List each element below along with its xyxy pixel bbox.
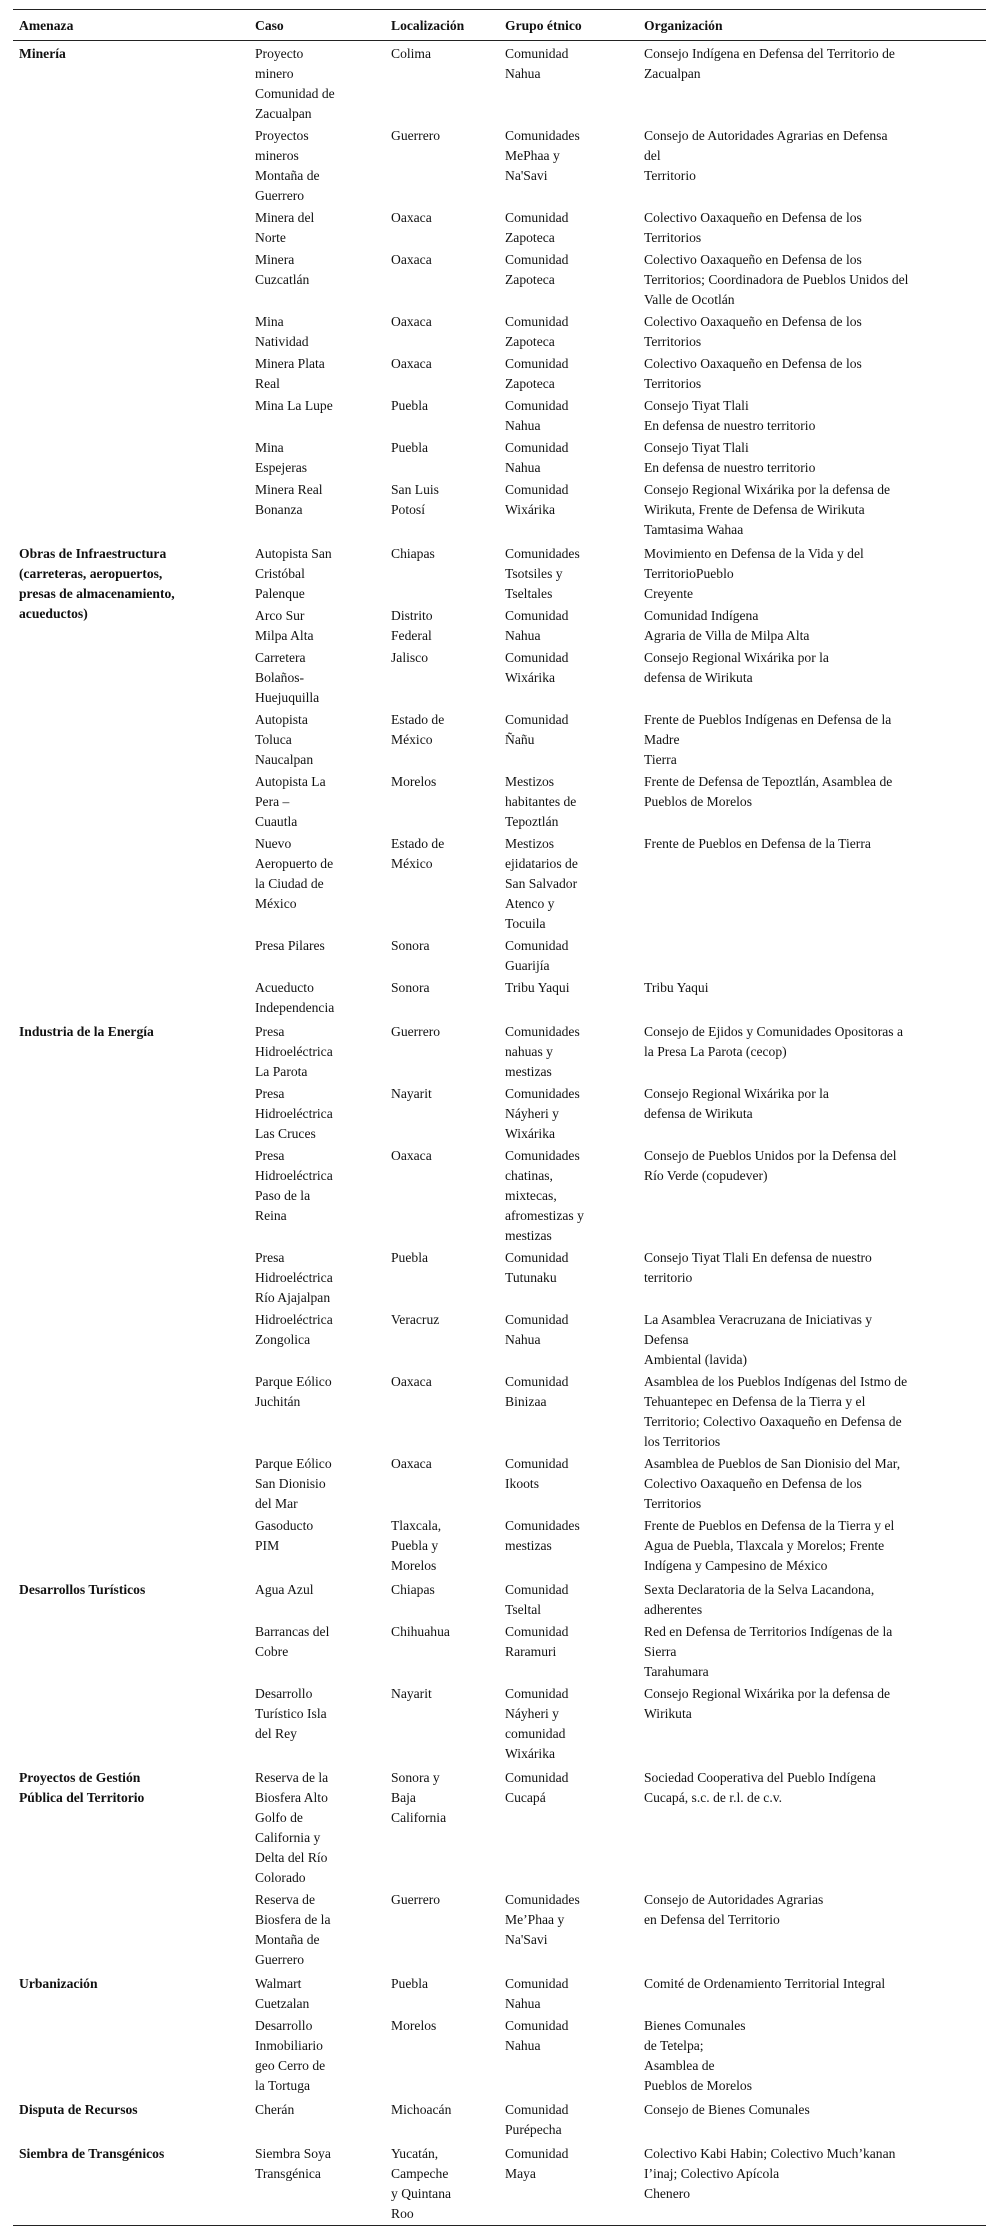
case-cell: Minera Plata Real: [255, 356, 325, 391]
organization-cell: Colectivo Oaxaqueño en Defensa de los Territorios: [644, 356, 862, 391]
table-body: [13, 41, 986, 2226]
case-cell: Presa Pilares: [255, 938, 325, 953]
location-cell: Guerrero: [391, 1024, 441, 1039]
case-cell: Minera Cuzcatlán: [255, 252, 310, 287]
location-cell: Colima: [391, 46, 432, 61]
case-cell: Proyecto minero Comunidad de Zacualpan: [255, 46, 335, 121]
organization-cell: Consejo Regional Wixárika por la defensa de Wirikuta, Frente de Defensa de Wirikuta Tamtasima Wahaa: [644, 482, 891, 537]
ethnic-group-cell: Comunidad Zapoteca: [505, 314, 569, 349]
table-row: [13, 1765, 986, 1889]
case-cell: Proyectos mineros Montaña de Guerrero: [255, 128, 320, 203]
table-row: [13, 1019, 986, 1083]
threat-cell: Siembra de Transgénicos: [19, 2146, 165, 2161]
ethnic-group-cell: Comunidad Nahua: [505, 1312, 569, 1347]
location-cell: Puebla: [391, 398, 428, 413]
location-cell: Oaxaca: [391, 252, 432, 267]
case-cell: Mina La Lupe: [255, 398, 333, 413]
case-cell: Cherán: [255, 2102, 295, 2117]
location-cell: Oaxaca: [391, 314, 432, 329]
organization-cell: Consejo de Autoridades Agrarias en Defensa del Territorio: [644, 128, 888, 183]
location-cell: Jalisco: [391, 650, 428, 665]
ethnic-group-cell: Comunidad Maya: [505, 2146, 569, 2181]
location-cell: Nayarit: [391, 1686, 432, 1701]
location-cell: Puebla: [391, 1976, 428, 1991]
location-cell: Oaxaca: [391, 1374, 432, 1389]
location-cell: Puebla: [391, 440, 428, 455]
case-cell: Reserva de Biosfera de la Montaña de Guerrero: [255, 1892, 331, 1967]
case-cell: Reserva de la Biosfera Alto Golfo de California y Delta del Río Colorado: [255, 1770, 329, 1885]
case-cell: Minera del Norte: [255, 210, 315, 245]
organization-cell: Sexta Declaratoria de la Selva Lacandona, adherentes: [644, 1582, 875, 1617]
ethnic-group-cell: Comunidad Nahua: [505, 1976, 569, 2011]
organization-cell: Frente de Defensa de Tepoztlán, Asamblea de Pueblos de Morelos: [644, 774, 893, 809]
case-cell: Autopista La Pera – Cuautla: [255, 774, 326, 829]
case-cell: Desarrollo Inmobiliario geo Cerro de la Tortuga: [255, 2018, 326, 2093]
case-cell: Autopista Toluca Naucalpan: [255, 712, 314, 767]
location-cell: Oaxaca: [391, 356, 432, 371]
header-localizacion: Localización: [385, 10, 499, 41]
location-cell: Morelos: [391, 2018, 437, 2033]
location-cell: Sonora: [391, 938, 430, 953]
location-cell: San Luis Potosí: [391, 482, 439, 517]
threat-cell: Industria de la Energía: [19, 1024, 154, 1039]
case-cell: Presa Hidroeléctrica Río Ajajalpan: [255, 1250, 333, 1305]
header-amenaza: Amenaza: [13, 10, 249, 41]
ethnic-group-cell: Comunidades nahuas y mestizas: [505, 1024, 580, 1079]
ethnic-group-cell: Comunidad Guarijía: [505, 938, 569, 973]
threats-table-container: [13, 9, 986, 2226]
ethnic-group-cell: Comunidad Raramuri: [505, 1624, 569, 1659]
organization-cell: Asamblea de los Pueblos Indígenas del Istmo de Tehuantepec en Defensa de la Tierra y el Territorio; Colectivo Oaxaqueño en Defensa de los Territorios: [644, 1374, 908, 1449]
case-cell: Siembra Soya Transgénica: [255, 2146, 331, 2181]
header-caso: Caso: [249, 10, 385, 41]
ethnic-group-cell: Comunidad Tseltal: [505, 1582, 569, 1617]
threat-cell: Minería: [19, 46, 66, 61]
threat-cell: Disputa de Recursos: [19, 2102, 138, 2117]
organization-cell: Colectivo Oaxaqueño en Defensa de los Territorios; Coordinadora de Pueblos Unidos del Valle de Ocotlán: [644, 252, 909, 307]
threat-cell: Urbanización: [19, 1976, 98, 1991]
location-cell: Yucatán, Campeche y Quintana Roo: [391, 2146, 452, 2221]
location-cell: Estado de México: [391, 836, 445, 871]
location-cell: Nayarit: [391, 1086, 432, 1101]
ethnic-group-cell: Comunidades chatinas, mixtecas, afromestizas y mestizas: [505, 1148, 584, 1243]
organization-cell: Comité de Ordenamiento Territorial Integral: [644, 1976, 886, 1991]
ethnic-group-cell: Comunidad Cucapá: [505, 1770, 569, 1805]
organization-cell: Sociedad Cooperativa del Pueblo Indígena Cucapá, s.c. de r.l. de c.v.: [644, 1770, 876, 1805]
organization-cell: Movimiento en Defensa de la Vida y del TerritorioPueblo Creyente: [644, 546, 864, 601]
table-header-row: [13, 10, 986, 41]
table-row: [13, 1971, 986, 2015]
case-cell: Parque Eólico Juchitán: [255, 1374, 332, 1409]
case-cell: Presa Hidroeléctrica Paso de la Reina: [255, 1148, 333, 1223]
organization-cell: Consejo Regional Wixárika por la defensa de Wirikuta: [644, 1686, 891, 1721]
location-cell: Distrito Federal: [391, 608, 433, 643]
ethnic-group-cell: Comunidad Zapoteca: [505, 210, 569, 245]
ethnic-group-cell: Comunidades MePhaa y Na'Savi: [505, 128, 580, 183]
table-row: [13, 2141, 986, 2225]
location-cell: Oaxaca: [391, 1456, 432, 1471]
ethnic-group-cell: Comunidad Nahua: [505, 440, 569, 475]
ethnic-group-cell: Comunidad Náyheri y comunidad Wixárika: [505, 1686, 569, 1761]
ethnic-group-cell: Mestizos habitantes de Tepoztlán: [505, 774, 577, 829]
ethnic-group-cell: Comunidad Zapoteca: [505, 252, 569, 287]
organization-cell: Bienes Comunales de Tetelpa; Asamblea de Pueblos de Morelos: [644, 2018, 752, 2093]
organization-cell: Consejo Tiyat Tlali En defensa de nuestro territorio: [644, 440, 816, 475]
location-cell: Puebla: [391, 1250, 428, 1265]
ethnic-group-cell: Comunidad Ñañu: [505, 712, 569, 747]
organization-cell: Consejo Regional Wixárika por la defensa de Wirikuta: [644, 650, 829, 685]
ethnic-group-cell: Comunidades Náyheri y Wixárika: [505, 1086, 580, 1141]
table-row: [13, 2097, 986, 2141]
table-row: [13, 541, 986, 605]
case-cell: Presa Hidroeléctrica Las Cruces: [255, 1086, 333, 1141]
organization-cell: Frente de Pueblos en Defensa de la Tierra y el Agua de Puebla, Tlaxcala y Morelos; Frente Indígena y Campesino de México: [644, 1518, 895, 1573]
organization-cell: Consejo de Autoridades Agrarias en Defensa del Territorio: [644, 1892, 824, 1927]
case-cell: Mina Espejeras: [255, 440, 308, 475]
case-cell: Agua Azul: [255, 1582, 314, 1597]
ethnic-group-cell: Comunidad Ikoots: [505, 1456, 569, 1491]
case-cell: Barrancas del Cobre: [255, 1624, 330, 1659]
threat-cell: Obras de Infraestructura (carreteras, aeropuertos, presas de almacenamiento, acueductos): [19, 546, 175, 621]
location-cell: Sonora: [391, 980, 430, 995]
ethnic-group-cell: Comunidad Wixárika: [505, 482, 569, 517]
organization-cell: La Asamblea Veracruzana de Iniciativas y Defensa Ambiental (lavida): [644, 1312, 873, 1367]
location-cell: Oaxaca: [391, 210, 432, 225]
organization-cell: Colectivo Kabi Habin; Colectivo Much’kanan I’inaj; Colectivo Apícola Chenero: [644, 2146, 896, 2201]
threat-cell: Proyectos de Gestión Pública del Territorio: [19, 1770, 145, 1805]
organization-cell: Consejo de Bienes Comunales: [644, 2102, 810, 2117]
case-cell: Carretera Bolaños- Huejuquilla: [255, 650, 320, 705]
case-cell: Hidroeléctrica Zongolica: [255, 1312, 333, 1347]
ethnic-group-cell: Mestizos ejidatarios de San Salvador Atenco y Tocuila: [505, 836, 578, 931]
ethnic-group-cell: Comunidades Me’Phaa y Na'Savi: [505, 1892, 580, 1947]
organization-cell: Comunidad Indígena Agraria de Villa de Milpa Alta: [644, 608, 810, 643]
ethnic-group-cell: Tribu Yaqui: [505, 980, 570, 995]
case-cell: Nuevo Aeropuerto de la Ciudad de México: [255, 836, 334, 911]
organization-cell: Colectivo Oaxaqueño en Defensa de los Territorios: [644, 314, 862, 349]
organization-cell: Red en Defensa de Territorios Indígenas de la Sierra Tarahumara: [644, 1624, 893, 1679]
location-cell: Chihuahua: [391, 1624, 450, 1639]
ethnic-group-cell: Comunidad Zapoteca: [505, 356, 569, 391]
case-cell: Presa Hidroeléctrica La Parota: [255, 1024, 333, 1079]
location-cell: Oaxaca: [391, 1148, 432, 1163]
table-row: [13, 1577, 986, 1621]
organization-cell: Consejo Tiyat Tlali En defensa de nuestro territorio: [644, 398, 816, 433]
case-cell: Mina Natividad: [255, 314, 309, 349]
case-cell: Walmart Cuetzalan: [255, 1976, 310, 2011]
location-cell: Guerrero: [391, 1892, 441, 1907]
table-row: [13, 41, 986, 126]
ethnic-group-cell: Comunidad Tutunaku: [505, 1250, 569, 1285]
location-cell: Guerrero: [391, 128, 441, 143]
location-cell: Chiapas: [391, 1582, 435, 1597]
location-cell: Morelos: [391, 774, 437, 789]
ethnic-group-cell: Comunidad Nahua: [505, 608, 569, 643]
header-grupo-etnico: Grupo étnico: [499, 10, 638, 41]
organization-cell: Consejo de Ejidos y Comunidades Opositoras a la Presa La Parota (cecop): [644, 1024, 904, 1059]
location-cell: Estado de México: [391, 712, 445, 747]
ethnic-group-cell: Comunidad Wixárika: [505, 650, 569, 685]
organization-cell: Consejo Tiyat Tlali En defensa de nuestro territorio: [644, 1250, 872, 1285]
organization-cell: Consejo Indígena en Defensa del Territorio de Zacualpan: [644, 46, 895, 81]
threats-table: [13, 10, 986, 2225]
location-cell: Tlaxcala, Puebla y Morelos: [391, 1518, 442, 1573]
case-cell: Parque Eólico San Dionisio del Mar: [255, 1456, 332, 1511]
organization-cell: Frente de Pueblos en Defensa de la Tierra: [644, 836, 871, 851]
organization-cell: [638, 935, 986, 977]
location-cell: Sonora y Baja California: [391, 1770, 447, 1825]
organization-cell: Consejo de Pueblos Unidos por la Defensa del Río Verde (copudever): [644, 1148, 897, 1183]
ethnic-group-cell: Comunidad Binizaa: [505, 1374, 569, 1409]
case-cell: Autopista San Cristóbal Palenque: [255, 546, 332, 601]
organization-cell: Consejo Regional Wixárika por la defensa de Wirikuta: [644, 1086, 829, 1121]
ethnic-group-cell: Comunidades Tsotsiles y Tseltales: [505, 546, 580, 601]
organization-cell: Colectivo Oaxaqueño en Defensa de los Territorios: [644, 210, 862, 245]
case-cell: Desarrollo Turístico Isla del Rey: [255, 1686, 327, 1741]
location-cell: Chiapas: [391, 546, 435, 561]
ethnic-group-cell: Comunidades mestizas: [505, 1518, 580, 1553]
organization-cell: Frente de Pueblos Indígenas en Defensa de la Madre Tierra: [644, 712, 892, 767]
ethnic-group-cell: Comunidad Nahua: [505, 398, 569, 433]
threat-cell: Desarrollos Turísticos: [19, 1582, 146, 1597]
organization-cell: Tribu Yaqui: [644, 980, 709, 995]
location-cell: Michoacán: [391, 2102, 452, 2117]
case-cell: Arco Sur Milpa Alta: [255, 608, 314, 643]
header-organizacion: Organización: [638, 10, 986, 41]
case-cell: Minera Real Bonanza: [255, 482, 323, 517]
ethnic-group-cell: Comunidad Nahua: [505, 46, 569, 81]
location-cell: Veracruz: [391, 1312, 440, 1327]
ethnic-group-cell: Comunidad Nahua: [505, 2018, 569, 2053]
organization-cell: Asamblea de Pueblos de San Dionisio del Mar, Colectivo Oaxaqueño en Defensa de los Territorios: [644, 1456, 901, 1511]
case-cell: Acueducto Independencia: [255, 980, 335, 1015]
ethnic-group-cell: Comunidad Purépecha: [505, 2102, 569, 2137]
case-cell: Gasoducto PIM: [255, 1518, 314, 1553]
